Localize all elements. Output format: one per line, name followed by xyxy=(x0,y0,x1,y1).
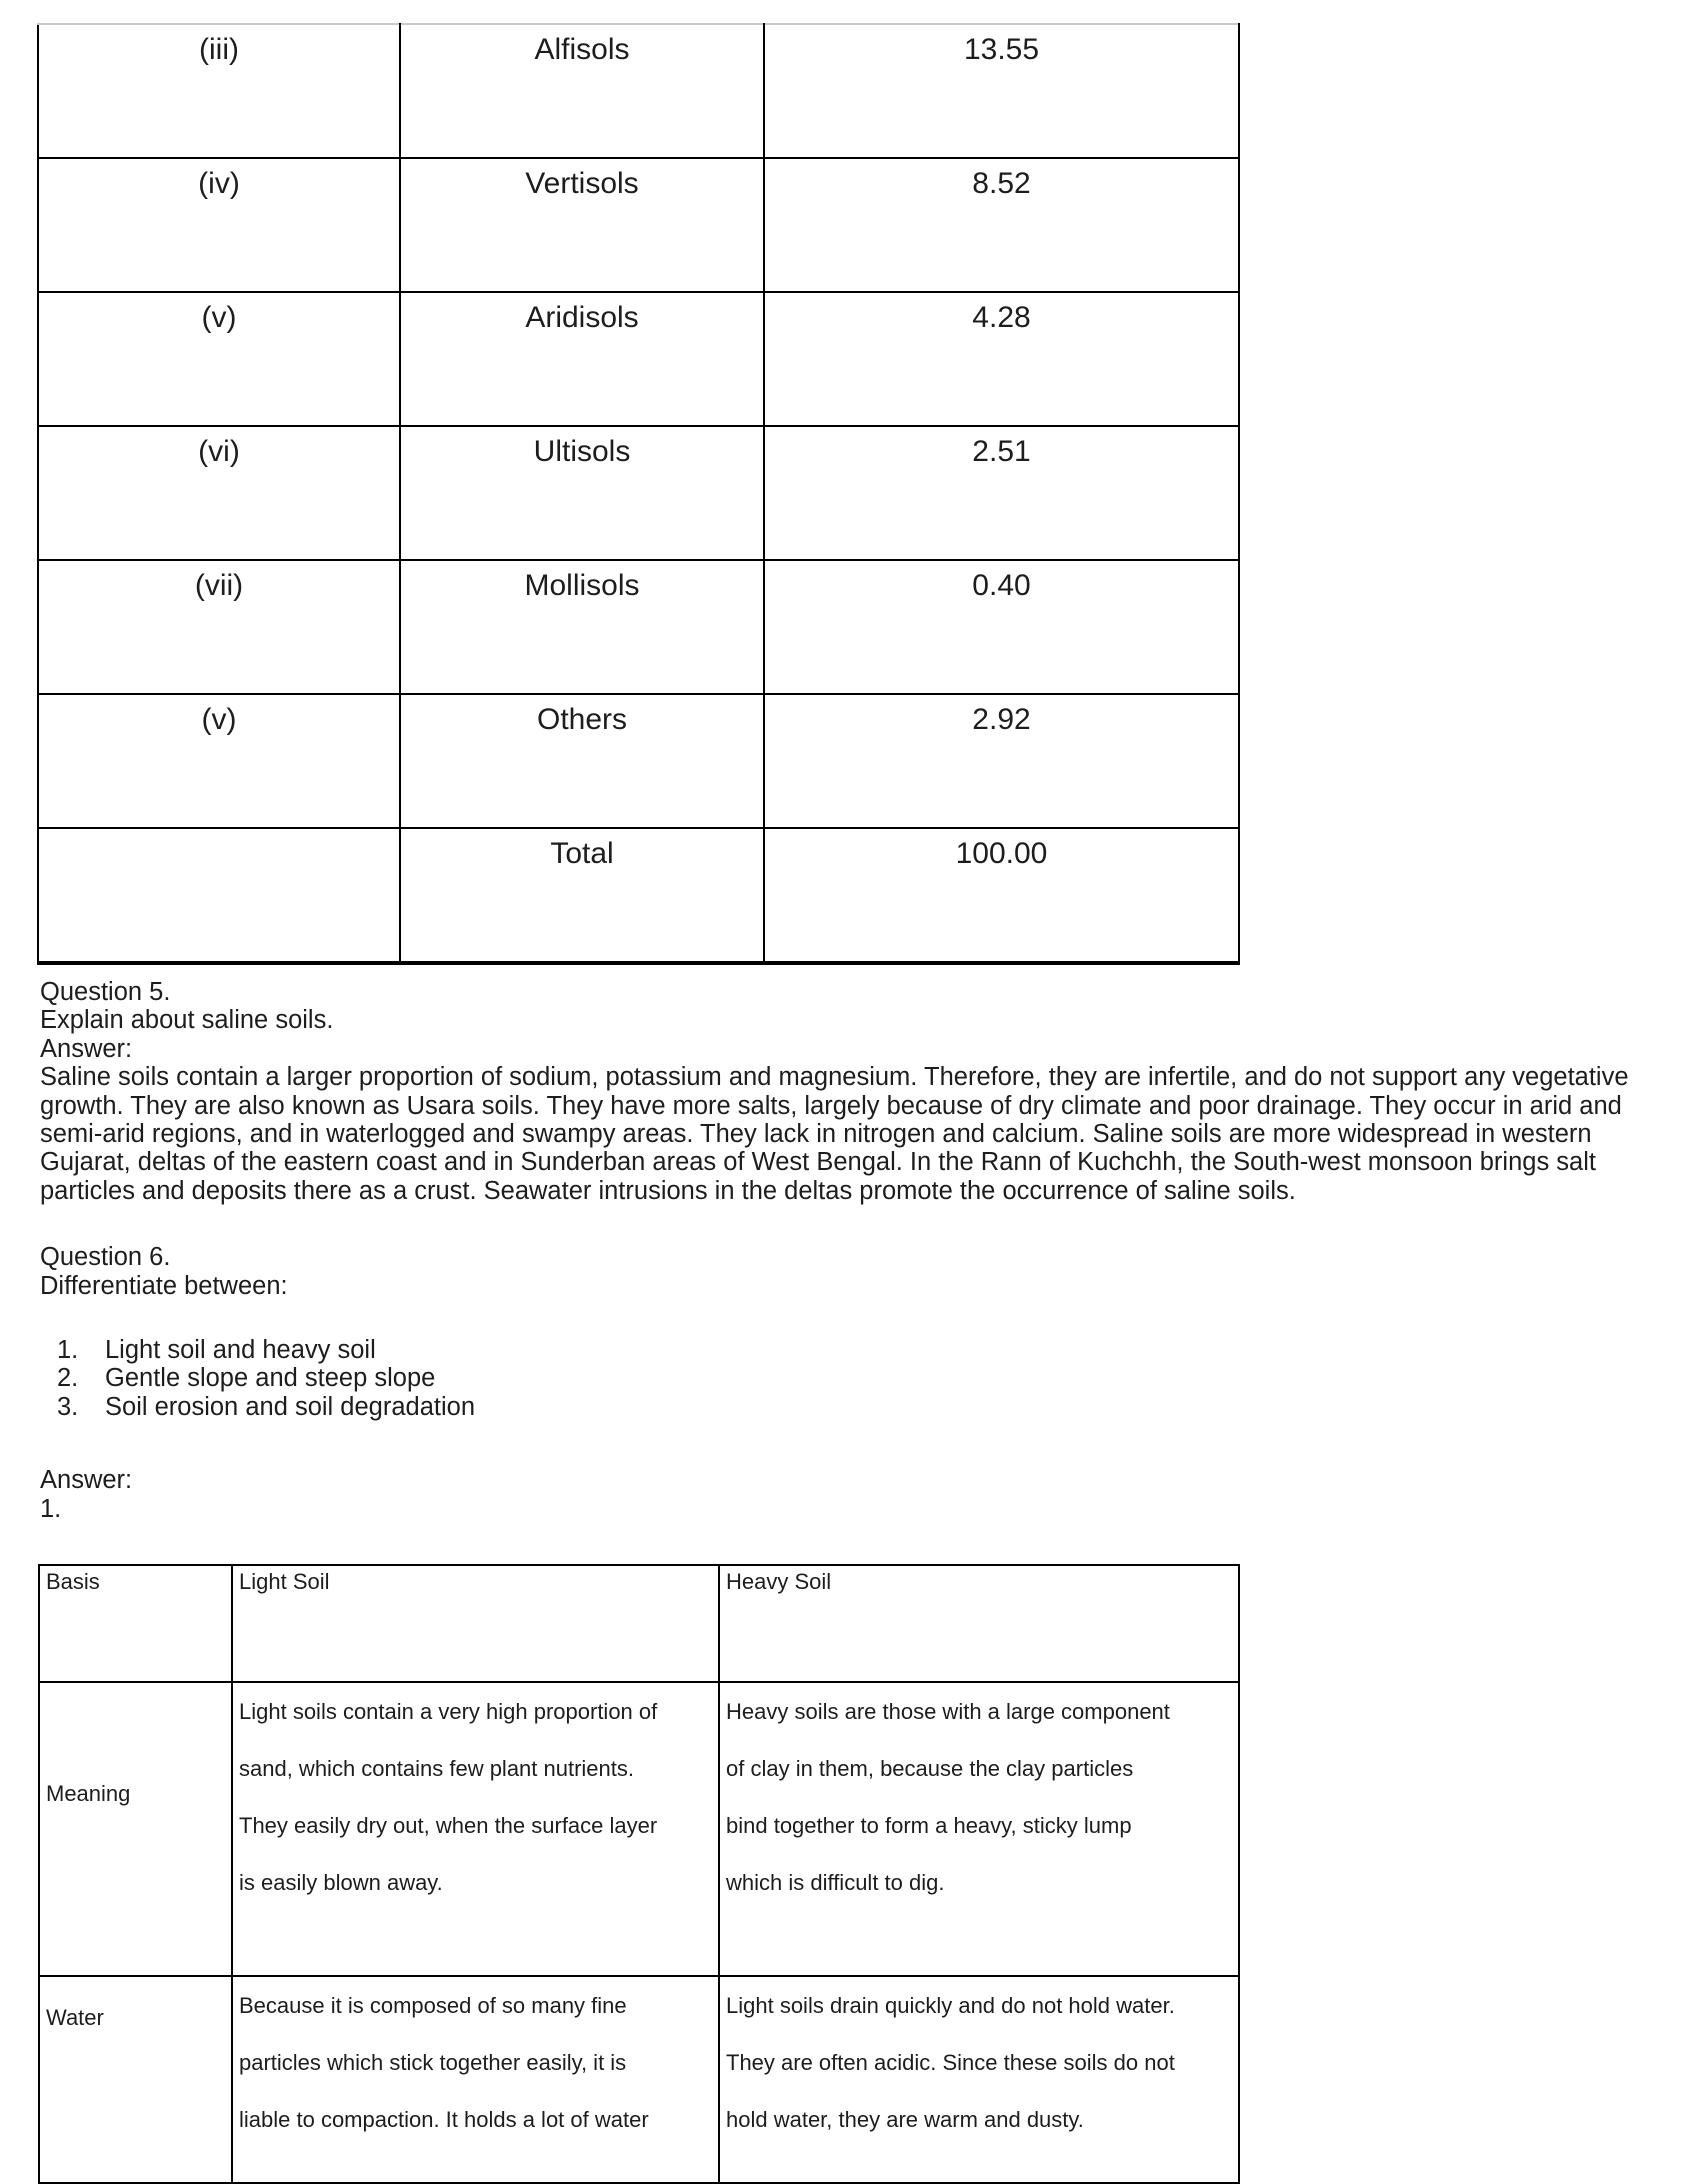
cell-line: particles which stick together easily, it is xyxy=(239,2050,627,2076)
soil-name-cell: Aridisols xyxy=(400,292,764,426)
question6-prompt: Differentiate between: xyxy=(40,1271,288,1300)
cell-line: They easily dry out, when the surface layer xyxy=(239,1813,658,1839)
list-item-number: 3. xyxy=(57,1392,79,1421)
basis-label: Meaning xyxy=(46,1781,131,1807)
table-row xyxy=(38,560,1239,694)
value-cell: 2.92 xyxy=(764,694,1239,828)
question5-answer-text: Saline soils contain a larger proportion of sodium, potassium and magnesium. Therefore, they are infertile, and do not support any vegetative growth. They are also known as Usara soils. They have more salts, largely because of dry climate and poor drainage. They occur in arid and semi-arid regions, and in waterlogged and swampy areas. They lack in nitrogen and calcium. Saline soils are more widespread in western Gujarat, deltas of the eastern coast and in Sunderban areas of West Bengal. In the Rann of Kuchchh, the South-west monsoon brings salt particles and deposits there as a crust. Seawater intrusions in the deltas promote the occurrence of saline soils. xyxy=(40,1063,1629,1205)
heavy-soil-header-cell: Heavy Soil xyxy=(719,1565,1239,1682)
soil-percentage-table xyxy=(37,23,1240,965)
cell-line: which is difficult to dig. xyxy=(726,1870,945,1896)
value-cell: 0.40 xyxy=(764,560,1239,694)
meaning-row xyxy=(39,1682,1239,1976)
soil-name-cell: Vertisols xyxy=(400,158,764,292)
serial-cell xyxy=(38,828,400,963)
cell-line: of clay in them, because the clay particles xyxy=(726,1756,1134,1782)
basis-header-cell: Basis xyxy=(39,1565,232,1682)
cell-line: is easily blown away. xyxy=(239,1870,443,1896)
list-item-number: 2. xyxy=(57,1364,79,1393)
question5-heading: Question 5. xyxy=(40,978,171,1006)
cell-line: They are often acidic. Since these soils do not xyxy=(726,2050,1175,2076)
cell-line: sand, which contains few plant nutrients. xyxy=(239,1756,635,1782)
serial-cell: (iii) xyxy=(38,24,400,158)
table-row xyxy=(38,158,1239,292)
soil-name-cell: Ultisols xyxy=(400,426,764,560)
list-item-label: Soil erosion and soil degradation xyxy=(105,1392,475,1421)
list-item xyxy=(40,1336,1648,1364)
basis-label: Water xyxy=(46,2005,104,2031)
soil-name-cell: Total xyxy=(400,828,764,963)
table-row xyxy=(38,24,1239,158)
list-item-label: Gentle slope and steep slope xyxy=(105,1364,436,1393)
table-row xyxy=(38,292,1239,426)
heavy-soil-cell xyxy=(719,1682,1239,1976)
cell-line: Light soils drain quickly and do not hold water. xyxy=(726,1993,1175,2019)
table-row xyxy=(38,426,1239,560)
list-item xyxy=(40,1393,1648,1421)
list-item-label: Light soil and heavy soil xyxy=(105,1336,376,1365)
comparison-header-row xyxy=(39,1565,1239,1682)
heavy-soil-cell xyxy=(719,1976,1239,2183)
light-soil-header-cell: Light Soil xyxy=(232,1565,719,1682)
question5-section xyxy=(40,978,1648,1205)
value-cell: 100.00 xyxy=(764,828,1239,963)
list-item xyxy=(40,1364,1648,1392)
cell-line: bind together to form a heavy, sticky lump xyxy=(726,1813,1132,1839)
question5-prompt: Explain about saline soils. xyxy=(40,1006,334,1035)
soil-name-cell: Mollisols xyxy=(400,560,764,694)
basis-cell xyxy=(39,1976,232,2183)
question6-section xyxy=(40,1243,1648,1523)
cell-line: Because it is composed of so many fine xyxy=(239,1993,627,2019)
serial-cell: (v) xyxy=(38,292,400,426)
value-cell: 13.55 xyxy=(764,24,1239,158)
serial-cell: (v) xyxy=(38,694,400,828)
basis-cell xyxy=(39,1682,232,1976)
soil-comparison-table xyxy=(38,1564,1240,2184)
water-row xyxy=(39,1976,1239,2183)
question6-answer-label: Answer: xyxy=(40,1466,133,1495)
question6-heading: Question 6. xyxy=(40,1243,171,1272)
list-item-number: 1. xyxy=(57,1336,79,1365)
table-row xyxy=(38,694,1239,828)
value-cell: 2.51 xyxy=(764,426,1239,560)
soil-name-cell: Alfisols xyxy=(400,24,764,158)
light-soil-cell xyxy=(232,1976,719,2183)
value-cell: 4.28 xyxy=(764,292,1239,426)
question5-answer-label: Answer: xyxy=(40,1034,133,1063)
cell-line: liable to compaction. It holds a lot of water xyxy=(239,2107,649,2133)
cell-line: hold water, they are warm and dusty. xyxy=(726,2107,1084,2133)
document-page xyxy=(0,23,1700,2184)
serial-cell: (vi) xyxy=(38,426,400,560)
light-soil-cell xyxy=(232,1682,719,1976)
differentiate-list xyxy=(40,1336,1648,1421)
cell-line: Light soils contain a very high proportion of xyxy=(239,1699,658,1725)
table-row total-row xyxy=(38,828,1239,963)
cell-line: Heavy soils are those with a large component xyxy=(726,1699,1170,1725)
serial-cell: (iv) xyxy=(38,158,400,292)
value-cell: 8.52 xyxy=(764,158,1239,292)
soil-name-cell: Others xyxy=(400,694,764,828)
question6-answer-number: 1. xyxy=(40,1494,62,1523)
serial-cell: (vii) xyxy=(38,560,400,694)
